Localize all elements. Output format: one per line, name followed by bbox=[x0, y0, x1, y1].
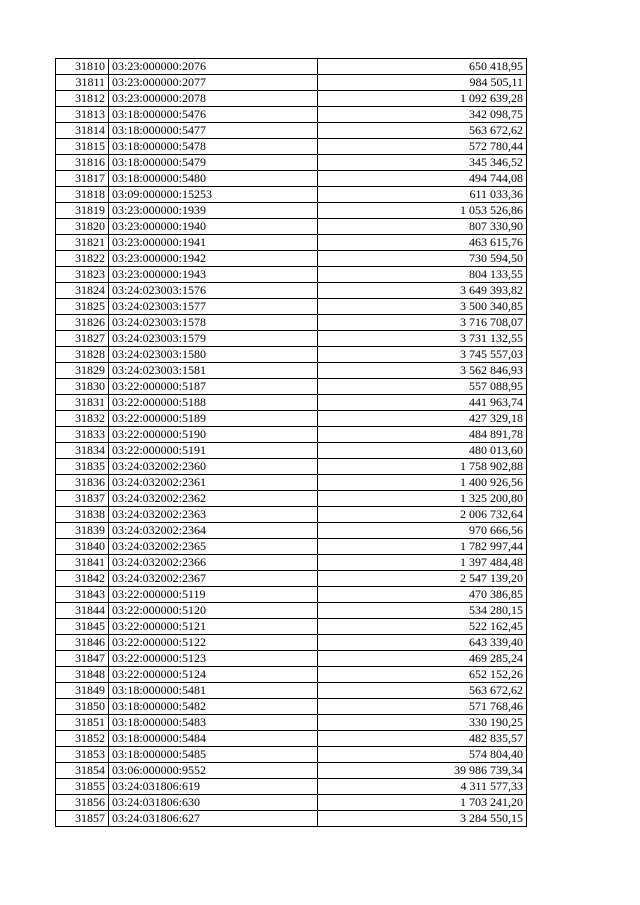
row-number-cell: 31845 bbox=[56, 619, 109, 635]
table-row bbox=[56, 411, 527, 427]
table-row bbox=[56, 203, 527, 219]
cadastral-number-cell: 03:09:000000:15253 bbox=[109, 187, 318, 203]
table-row bbox=[56, 459, 527, 475]
cadastral-number-cell: 03:06:000000:9552 bbox=[109, 763, 318, 779]
table-row bbox=[56, 507, 527, 523]
cadastral-number-cell: 03:22:000000:5123 bbox=[109, 651, 318, 667]
value-cell: 1 053 526,86 bbox=[318, 203, 527, 219]
table-row bbox=[56, 267, 527, 283]
row-number-cell: 31810 bbox=[56, 59, 109, 75]
cadastral-number-cell: 03:24:032002:2366 bbox=[109, 555, 318, 571]
table-row bbox=[56, 571, 527, 587]
row-number-cell: 31815 bbox=[56, 139, 109, 155]
cadastral-number-cell: 03:22:000000:5122 bbox=[109, 635, 318, 651]
cadastral-number-cell: 03:18:000000:5485 bbox=[109, 747, 318, 763]
value-cell: 3 649 393,82 bbox=[318, 283, 527, 299]
cadastral-number-cell: 03:24:032002:2364 bbox=[109, 523, 318, 539]
cadastral-number-cell: 03:24:031806:630 bbox=[109, 795, 318, 811]
row-number-cell: 31819 bbox=[56, 203, 109, 219]
table-row bbox=[56, 251, 527, 267]
cadastral-number-cell: 03:22:000000:5124 bbox=[109, 667, 318, 683]
cadastral-number-cell: 03:18:000000:5478 bbox=[109, 139, 318, 155]
cadastral-number-cell: 03:24:023003:1580 bbox=[109, 347, 318, 363]
row-number-cell: 31824 bbox=[56, 283, 109, 299]
table-row bbox=[56, 779, 527, 795]
value-cell: 563 672,62 bbox=[318, 683, 527, 699]
value-cell: 441 963,74 bbox=[318, 395, 527, 411]
cadastral-number-cell: 03:24:023003:1579 bbox=[109, 331, 318, 347]
cadastral-number-cell: 03:23:000000:1940 bbox=[109, 219, 318, 235]
row-number-cell: 31829 bbox=[56, 363, 109, 379]
value-cell: 3 562 846,93 bbox=[318, 363, 527, 379]
row-number-cell: 31837 bbox=[56, 491, 109, 507]
table-row bbox=[56, 107, 527, 123]
row-number-cell: 31851 bbox=[56, 715, 109, 731]
row-number-cell: 31852 bbox=[56, 731, 109, 747]
table-row bbox=[56, 539, 527, 555]
row-number-cell: 31811 bbox=[56, 75, 109, 91]
cadastral-number-cell: 03:23:000000:1942 bbox=[109, 251, 318, 267]
cadastral-number-cell: 03:24:023003:1577 bbox=[109, 299, 318, 315]
table-row bbox=[56, 747, 527, 763]
row-number-cell: 31830 bbox=[56, 379, 109, 395]
cadastral-number-cell: 03:23:000000:2077 bbox=[109, 75, 318, 91]
table-row bbox=[56, 475, 527, 491]
cadastral-number-cell: 03:18:000000:5476 bbox=[109, 107, 318, 123]
value-cell: 484 891,78 bbox=[318, 427, 527, 443]
row-number-cell: 31854 bbox=[56, 763, 109, 779]
value-cell: 2 547 139,20 bbox=[318, 571, 527, 587]
value-cell: 345 346,52 bbox=[318, 155, 527, 171]
table-row bbox=[56, 235, 527, 251]
table-row bbox=[56, 59, 527, 75]
table-row bbox=[56, 443, 527, 459]
row-number-cell: 31844 bbox=[56, 603, 109, 619]
cadastral-number-cell: 03:24:032002:2367 bbox=[109, 571, 318, 587]
row-number-cell: 31831 bbox=[56, 395, 109, 411]
cadastral-number-cell: 03:22:000000:5190 bbox=[109, 427, 318, 443]
table-row bbox=[56, 587, 527, 603]
table-row bbox=[56, 603, 527, 619]
table-row bbox=[56, 379, 527, 395]
value-cell: 470 386,85 bbox=[318, 587, 527, 603]
row-number-cell: 31850 bbox=[56, 699, 109, 715]
value-cell: 1 092 639,28 bbox=[318, 91, 527, 107]
row-number-cell: 31847 bbox=[56, 651, 109, 667]
value-cell: 807 330,90 bbox=[318, 219, 527, 235]
cadastral-number-cell: 03:22:000000:5189 bbox=[109, 411, 318, 427]
row-number-cell: 31848 bbox=[56, 667, 109, 683]
row-number-cell: 31833 bbox=[56, 427, 109, 443]
row-number-cell: 31826 bbox=[56, 315, 109, 331]
cadastral-number-cell: 03:18:000000:5479 bbox=[109, 155, 318, 171]
value-cell: 1 703 241,20 bbox=[318, 795, 527, 811]
row-number-cell: 31818 bbox=[56, 187, 109, 203]
row-number-cell: 31812 bbox=[56, 91, 109, 107]
table-row bbox=[56, 395, 527, 411]
value-cell: 984 505,11 bbox=[318, 75, 527, 91]
value-cell: 1 397 484,48 bbox=[318, 555, 527, 571]
row-number-cell: 31828 bbox=[56, 347, 109, 363]
value-cell: 330 190,25 bbox=[318, 715, 527, 731]
value-cell: 1 782 997,44 bbox=[318, 539, 527, 555]
table-row bbox=[56, 699, 527, 715]
row-number-cell: 31816 bbox=[56, 155, 109, 171]
table-row bbox=[56, 75, 527, 91]
value-cell: 611 033,36 bbox=[318, 187, 527, 203]
value-cell: 1 758 902,88 bbox=[318, 459, 527, 475]
cadastral-number-cell: 03:18:000000:5481 bbox=[109, 683, 318, 699]
value-cell: 1 325 200,80 bbox=[318, 491, 527, 507]
cadastral-number-cell: 03:24:023003:1576 bbox=[109, 283, 318, 299]
table-row bbox=[56, 667, 527, 683]
table-row bbox=[56, 123, 527, 139]
row-number-cell: 31827 bbox=[56, 331, 109, 347]
table-row bbox=[56, 619, 527, 635]
table-row bbox=[56, 683, 527, 699]
value-cell: 494 744,08 bbox=[318, 171, 527, 187]
table-row bbox=[56, 139, 527, 155]
row-number-cell: 31857 bbox=[56, 811, 109, 827]
value-cell: 39 986 739,34 bbox=[318, 763, 527, 779]
table-row bbox=[56, 795, 527, 811]
cadastral-number-cell: 03:18:000000:5477 bbox=[109, 123, 318, 139]
table-row bbox=[56, 187, 527, 203]
table-row bbox=[56, 283, 527, 299]
cadastral-number-cell: 03:23:000000:1939 bbox=[109, 203, 318, 219]
row-number-cell: 31817 bbox=[56, 171, 109, 187]
table-row bbox=[56, 491, 527, 507]
table-row bbox=[56, 91, 527, 107]
row-number-cell: 31842 bbox=[56, 571, 109, 587]
row-number-cell: 31813 bbox=[56, 107, 109, 123]
table-row bbox=[56, 715, 527, 731]
table-row bbox=[56, 219, 527, 235]
cadastral-number-cell: 03:23:000000:1941 bbox=[109, 235, 318, 251]
table-row bbox=[56, 155, 527, 171]
value-cell: 652 152,26 bbox=[318, 667, 527, 683]
table-row bbox=[56, 363, 527, 379]
value-cell: 804 133,55 bbox=[318, 267, 527, 283]
table-row bbox=[56, 299, 527, 315]
value-cell: 3 731 132,55 bbox=[318, 331, 527, 347]
table-row bbox=[56, 171, 527, 187]
row-number-cell: 31855 bbox=[56, 779, 109, 795]
table-row bbox=[56, 347, 527, 363]
cadastral-number-cell: 03:24:032002:2362 bbox=[109, 491, 318, 507]
table-body bbox=[56, 59, 527, 827]
row-number-cell: 31834 bbox=[56, 443, 109, 459]
value-cell: 563 672,62 bbox=[318, 123, 527, 139]
row-number-cell: 31846 bbox=[56, 635, 109, 651]
value-cell: 3 284 550,15 bbox=[318, 811, 527, 827]
row-number-cell: 31849 bbox=[56, 683, 109, 699]
value-cell: 480 013,60 bbox=[318, 443, 527, 459]
value-cell: 970 666,56 bbox=[318, 523, 527, 539]
cadastral-number-cell: 03:24:023003:1581 bbox=[109, 363, 318, 379]
cadastral-number-cell: 03:22:000000:5119 bbox=[109, 587, 318, 603]
cadastral-number-cell: 03:23:000000:1943 bbox=[109, 267, 318, 283]
value-cell: 342 098,75 bbox=[318, 107, 527, 123]
cadastral-value-table bbox=[55, 58, 527, 827]
row-number-cell: 31840 bbox=[56, 539, 109, 555]
cadastral-number-cell: 03:24:032002:2365 bbox=[109, 539, 318, 555]
row-number-cell: 31823 bbox=[56, 267, 109, 283]
cadastral-number-cell: 03:18:000000:5482 bbox=[109, 699, 318, 715]
value-cell: 643 339,40 bbox=[318, 635, 527, 651]
cadastral-number-cell: 03:22:000000:5121 bbox=[109, 619, 318, 635]
cadastral-number-cell: 03:24:031806:627 bbox=[109, 811, 318, 827]
value-cell: 469 285,24 bbox=[318, 651, 527, 667]
cadastral-number-cell: 03:23:000000:2076 bbox=[109, 59, 318, 75]
row-number-cell: 31822 bbox=[56, 251, 109, 267]
table-row bbox=[56, 635, 527, 651]
cadastral-number-cell: 03:23:000000:2078 bbox=[109, 91, 318, 107]
cadastral-number-cell: 03:24:023003:1578 bbox=[109, 315, 318, 331]
value-cell: 4 311 577,33 bbox=[318, 779, 527, 795]
cadastral-number-cell: 03:24:032002:2363 bbox=[109, 507, 318, 523]
cadastral-number-cell: 03:18:000000:5483 bbox=[109, 715, 318, 731]
table-row bbox=[56, 763, 527, 779]
value-cell: 3 500 340,85 bbox=[318, 299, 527, 315]
cadastral-number-cell: 03:24:031806:619 bbox=[109, 779, 318, 795]
value-cell: 557 088,95 bbox=[318, 379, 527, 395]
row-number-cell: 31820 bbox=[56, 219, 109, 235]
row-number-cell: 31832 bbox=[56, 411, 109, 427]
table-row bbox=[56, 651, 527, 667]
row-number-cell: 31853 bbox=[56, 747, 109, 763]
table-row bbox=[56, 523, 527, 539]
value-cell: 572 780,44 bbox=[318, 139, 527, 155]
table-row bbox=[56, 731, 527, 747]
row-number-cell: 31841 bbox=[56, 555, 109, 571]
value-cell: 730 594,50 bbox=[318, 251, 527, 267]
value-cell: 427 329,18 bbox=[318, 411, 527, 427]
cadastral-number-cell: 03:24:032002:2360 bbox=[109, 459, 318, 475]
cadastral-number-cell: 03:22:000000:5191 bbox=[109, 443, 318, 459]
cadastral-number-cell: 03:18:000000:5480 bbox=[109, 171, 318, 187]
value-cell: 650 418,95 bbox=[318, 59, 527, 75]
cadastral-number-cell: 03:22:000000:5120 bbox=[109, 603, 318, 619]
row-number-cell: 31839 bbox=[56, 523, 109, 539]
value-cell: 3 716 708,07 bbox=[318, 315, 527, 331]
cadastral-number-cell: 03:18:000000:5484 bbox=[109, 731, 318, 747]
table-row bbox=[56, 315, 527, 331]
row-number-cell: 31836 bbox=[56, 475, 109, 491]
cadastral-number-cell: 03:24:032002:2361 bbox=[109, 475, 318, 491]
row-number-cell: 31838 bbox=[56, 507, 109, 523]
table-row bbox=[56, 331, 527, 347]
row-number-cell: 31825 bbox=[56, 299, 109, 315]
value-cell: 482 835,57 bbox=[318, 731, 527, 747]
value-cell: 534 280,15 bbox=[318, 603, 527, 619]
value-cell: 571 768,46 bbox=[318, 699, 527, 715]
row-number-cell: 31856 bbox=[56, 795, 109, 811]
value-cell: 1 400 926,56 bbox=[318, 475, 527, 491]
value-cell: 522 162,45 bbox=[318, 619, 527, 635]
value-cell: 463 615,76 bbox=[318, 235, 527, 251]
value-cell: 3 745 557,03 bbox=[318, 347, 527, 363]
row-number-cell: 31835 bbox=[56, 459, 109, 475]
table-row bbox=[56, 811, 527, 827]
row-number-cell: 31814 bbox=[56, 123, 109, 139]
cadastral-number-cell: 03:22:000000:5188 bbox=[109, 395, 318, 411]
row-number-cell: 31821 bbox=[56, 235, 109, 251]
value-cell: 2 006 732,64 bbox=[318, 507, 527, 523]
table-row bbox=[56, 427, 527, 443]
row-number-cell: 31843 bbox=[56, 587, 109, 603]
table-row bbox=[56, 555, 527, 571]
cadastral-number-cell: 03:22:000000:5187 bbox=[109, 379, 318, 395]
value-cell: 574 804,40 bbox=[318, 747, 527, 763]
